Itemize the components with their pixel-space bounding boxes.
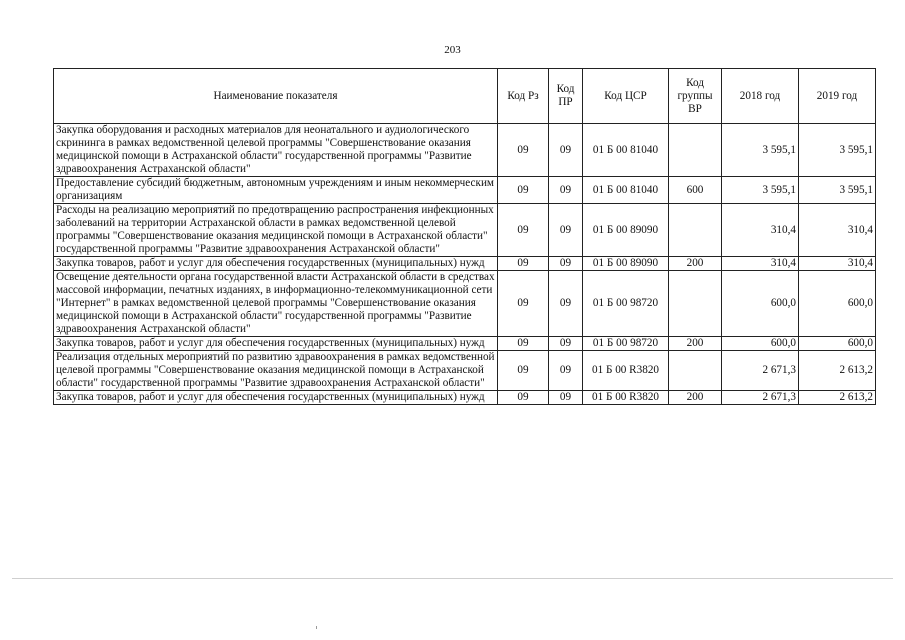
row-csr: 01 Б 00 98720 bbox=[583, 337, 669, 351]
row-2019: 2 613,2 bbox=[799, 391, 876, 405]
page-number: 203 bbox=[444, 44, 461, 56]
row-pr: 09 bbox=[549, 271, 583, 337]
row-pr: 09 bbox=[549, 177, 583, 204]
row-rz: 09 bbox=[498, 391, 549, 405]
row-2019: 2 613,2 bbox=[799, 351, 876, 391]
table-header-row bbox=[54, 69, 876, 124]
row-csr: 01 Б 00 98720 bbox=[583, 271, 669, 337]
row-pr: 09 bbox=[549, 257, 583, 271]
row-rz: 09 bbox=[498, 351, 549, 391]
row-pr: 09 bbox=[549, 204, 583, 257]
header-name: Наименование показателя bbox=[54, 69, 498, 124]
row-2018: 310,4 bbox=[722, 257, 799, 271]
row-rz: 09 bbox=[498, 177, 549, 204]
row-name: Закупка товаров, работ и услуг для обеспечения государственных (муниципальных) нужд bbox=[54, 337, 498, 351]
row-name: Расходы на реализацию мероприятий по предотвращению распространения инфекционных заболеваний на территории Астраханской области в рамках ведомственной целевой программы "Совершенствование оказания медицинской помощи в Астраханской области" государственной программы "Развитие здравоохранения Астраханской области" bbox=[54, 204, 498, 257]
row-csr: 01 Б 00 89090 bbox=[583, 257, 669, 271]
row-2019: 310,4 bbox=[799, 204, 876, 257]
row-rz: 09 bbox=[498, 204, 549, 257]
row-vr bbox=[669, 271, 722, 337]
row-csr: 01 Б 00 89090 bbox=[583, 204, 669, 257]
table-row bbox=[54, 124, 876, 177]
row-vr: 200 bbox=[669, 391, 722, 405]
row-2019: 310,4 bbox=[799, 257, 876, 271]
table-row bbox=[54, 391, 876, 405]
row-pr: 09 bbox=[549, 391, 583, 405]
row-name: Закупка товаров, работ и услуг для обеспечения государственных (муниципальных) нужд bbox=[54, 257, 498, 271]
header-csr: Код ЦСР bbox=[583, 69, 669, 124]
row-2018: 3 595,1 bbox=[722, 124, 799, 177]
page-divider bbox=[12, 578, 893, 579]
row-csr: 01 Б 00 R3820 bbox=[583, 391, 669, 405]
scan-speck bbox=[316, 626, 317, 629]
budget-table bbox=[53, 68, 876, 405]
row-csr: 01 Б 00 81040 bbox=[583, 124, 669, 177]
row-2018: 2 671,3 bbox=[722, 391, 799, 405]
row-2018: 600,0 bbox=[722, 337, 799, 351]
row-csr: 01 Б 00 R3820 bbox=[583, 351, 669, 391]
row-name: Освещение деятельности органа государственной власти Астраханской области в средствах массовой информации, печатных изданиях, в информационно-телекоммуникационной сети "Интернет" в рамках ведомственной целевой программы "Совершенствование оказания медицинской помощи в Астраханской области" государственной программы "Развитие здравоохранения Астраханской области" bbox=[54, 271, 498, 337]
row-vr bbox=[669, 204, 722, 257]
row-2019: 3 595,1 bbox=[799, 124, 876, 177]
header-rz: Код Рз bbox=[498, 69, 549, 124]
row-name: Закупка оборудования и расходных материалов для неонатального и аудиологического скрининга в рамках ведомственной целевой программы "Совершенствование оказания медицинской помощи в Астраханской области" государственной программы "Развитие здравоохранения Астраханской области" bbox=[54, 124, 498, 177]
row-rz: 09 bbox=[498, 124, 549, 177]
header-pr: Код ПР bbox=[549, 69, 583, 124]
row-vr: 600 bbox=[669, 177, 722, 204]
row-name: Предоставление субсидий бюджетным, автономным учреждениям и иным некоммерческим организациям bbox=[54, 177, 498, 204]
row-2018: 310,4 bbox=[722, 204, 799, 257]
row-2018: 600,0 bbox=[722, 271, 799, 337]
row-rz: 09 bbox=[498, 271, 549, 337]
row-pr: 09 bbox=[549, 351, 583, 391]
row-vr: 200 bbox=[669, 257, 722, 271]
row-2019: 600,0 bbox=[799, 337, 876, 351]
row-pr: 09 bbox=[549, 124, 583, 177]
row-name: Реализация отдельных мероприятий по развитию здравоохранения в рамках ведомственной целевой программы "Совершенствование оказания медицинской помощи в Астраханской области" государственной программы "Развитие здравоохранения Астраханской области" bbox=[54, 351, 498, 391]
table-row bbox=[54, 351, 876, 391]
table-row bbox=[54, 257, 876, 271]
row-rz: 09 bbox=[498, 257, 549, 271]
row-csr: 01 Б 00 81040 bbox=[583, 177, 669, 204]
row-vr bbox=[669, 124, 722, 177]
row-2019: 600,0 bbox=[799, 271, 876, 337]
header-vr: Код группы ВР bbox=[669, 69, 722, 124]
table-row bbox=[54, 271, 876, 337]
header-2019: 2019 год bbox=[799, 69, 876, 124]
row-2019: 3 595,1 bbox=[799, 177, 876, 204]
row-2018: 2 671,3 bbox=[722, 351, 799, 391]
table-row bbox=[54, 204, 876, 257]
row-pr: 09 bbox=[549, 337, 583, 351]
row-rz: 09 bbox=[498, 337, 549, 351]
table-row bbox=[54, 177, 876, 204]
row-name: Закупка товаров, работ и услуг для обеспечения государственных (муниципальных) нужд bbox=[54, 391, 498, 405]
row-vr bbox=[669, 351, 722, 391]
row-2018: 3 595,1 bbox=[722, 177, 799, 204]
table-row bbox=[54, 337, 876, 351]
row-vr: 200 bbox=[669, 337, 722, 351]
header-2018: 2018 год bbox=[722, 69, 799, 124]
